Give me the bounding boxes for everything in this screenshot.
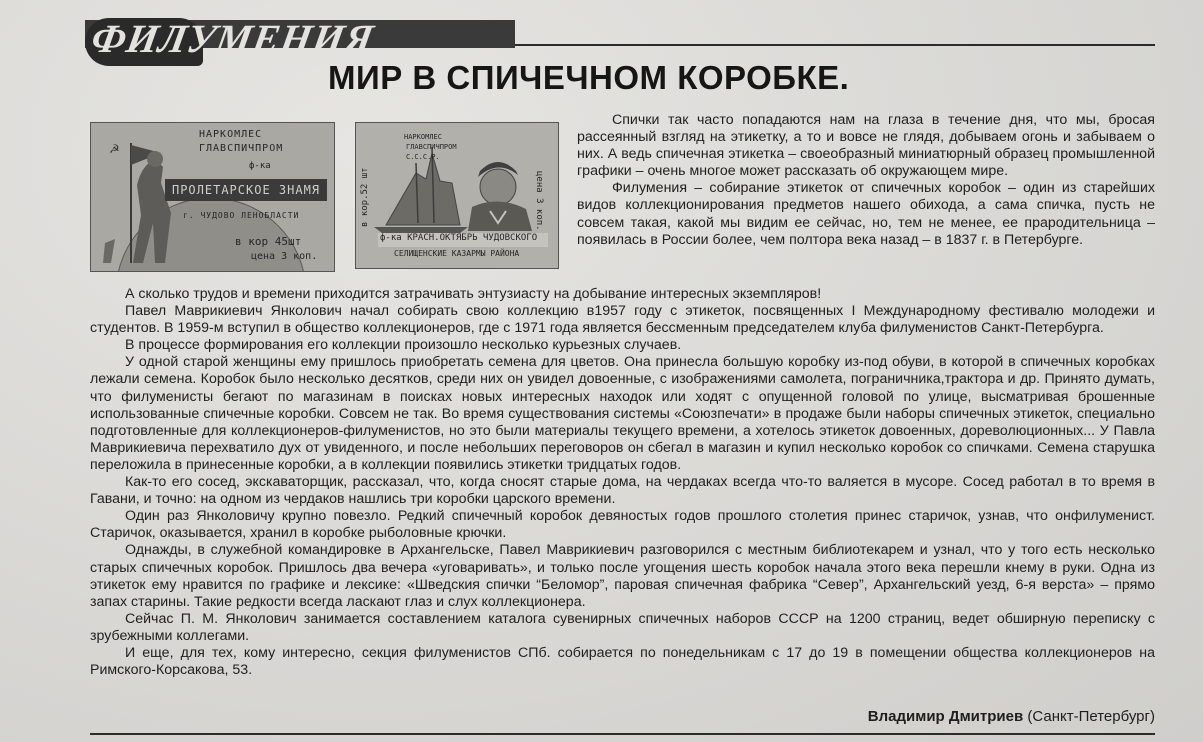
bottom-rule — [90, 733, 1155, 735]
label-right-line5: СЕЛИЩЕНСКИЕ КАЗАРМЫ РАЙОНА — [394, 249, 520, 258]
author-city: (Санкт-Петербург) — [1027, 708, 1155, 725]
intro-paragraph: Спички так часто попадаются нам на глаза в течение дня, что мы, бросая рассеянный взгляд на этикетку, а то и вовсе не глядя, добываем огонь и забываем о них. А ведь спичечная этикетка – своеобразный миниатюрный образец промышленной графики – очень многое может рассказать об окружающем мире. — [577, 112, 1155, 180]
body-paragraph: Павел Маврикиевич Янколович начал собирать свою коллекцию в1957 году с этикеток, посвященных I Международному фестивалю молодежи и студентов. В 1959-м вступил в общество коллекционеров, где с 1971 года является бессменным председателем клуба филуменистов Санкт-Петербурга. — [90, 303, 1155, 337]
intro-paragraph: Филумения – собирание этикеток от спичечных коробок – один из старейших видов коллекционирования предметов нашего обихода, а сама спичка, пусть не совсем такая, какой мы видим ее сейчас, но, тем не менее, ее прародительница – появилась в России более, чем полтора века назад – в 1837 г. в Петербурге. — [577, 180, 1155, 248]
article-headline: МИР В СПИЧЕЧНОМ КОРОБКЕ. — [328, 59, 850, 96]
label-left-line4: г. ЧУДОВО ЛЕНОБЛАСТИ — [183, 211, 300, 220]
body-paragraph: У одной старой женщины ему пришлось приобретать семена для цветов. Она принесла большую коробку из-под обуви, в которой в спичечных коробках лежали семена. Коробок было несколько десятков, среди них он увидел довоенные, с изображениями самолета, пограничника,трактора и др. Принято думать, что филуменисты бегают по магазинам в поисках новых интересных находок или ходят с опущенной головой по улице, высматривая брошенные использованные спичечные коробки. Совсем не так. Во время существования системы «Союзпечати» в продаже были наборы спичечных этикеток, специально подготовленные для коллекционеров-филуменистов, но это были материалы текущего времени, а хотелось этикеток довоенных, дореволюционных... У Павла Маврикиевича перехватило дух от увиденного, и после небольших переговоров он сбегал в магазин и купил несколько коробок со спичками. Семена старушка переложила в принесенные коробки, а в коллекции появились этикетки тридцатых годов. — [90, 354, 1155, 473]
body-paragraph: Как-то его сосед, экскаваторщик, рассказал, что, когда сносят старые дома, на чердаках всегда что-то валяется в мусоре. Сосед работал в то время в Гавани, и точно: на одном из чердаков нашлись три коробки царского времени. — [90, 474, 1155, 508]
rubric-title: ФИЛУМЕНИЯ — [88, 16, 378, 61]
article-signature — [790, 707, 1155, 727]
label-right-line4: ф-ка КРАСН.ОКТЯБРЬ ЧУДОВСКОГО — [380, 233, 538, 243]
label-right-side-left: в кор.52 шт — [360, 167, 370, 227]
label-right-line1: НАРКОМЛЕС — [404, 133, 442, 141]
label-left-line5: в кор 45шт — [235, 235, 302, 248]
label-right-side-right: цена 3 коп. — [534, 171, 544, 231]
matchbox-label-right — [355, 122, 559, 269]
article-body — [90, 286, 1155, 679]
matchbox-label-left — [90, 122, 335, 272]
body-paragraph: В процессе формирования его коллекции произошло несколько курьезных случаев. — [125, 337, 682, 354]
body-paragraph: Однажды, в служебной командировке в Архангельске, Павел Маврикиевич разговорился с местным библиотекарем и узнал, что у того есть несколько старых спичечных коробок. Пришлось два вечера «уговаривать», и только после угощения шесть коробок начала этого века перешли кнему в руки. Одна из этикеток ему нравится по графике и лексике: «Шведския спички “Беломор”, паровая спичечная фабрика “Север”, Архангельский уезд, 6-я верста» – прямо запах старины. Такие редкости всегда ласкают глаз и слух коллекционера. — [90, 542, 1155, 610]
label-left-line6: цена 3 коп. — [251, 251, 318, 262]
body-paragraph: А сколько трудов и времени приходится затрачивать энтузиасту на добывание интересных экземпляров! — [125, 286, 822, 302]
label-left-line3: ф-ка — [249, 161, 271, 171]
label-right-line2: ГЛАВСПИЧПРОМ — [406, 143, 457, 151]
top-rule — [515, 44, 1155, 46]
svg-text:☭: ☭ — [109, 142, 120, 156]
body-paragraph: Один раз Янколовичу крупно повезло. Редкий спичечный коробок девяностых годов прошлого столетия принес старичок, узнав, что онфилуменист. Старичок, оказывается, хранил в коробке рыболовные крючки. — [90, 508, 1155, 542]
body-paragraph: И еще, для тех, кому интересно, секция филуменистов СПб. собирается по понедельникам с 17 до 19 в помещении общества коллекционеров на Римского-Корсакова, 53. — [90, 644, 1155, 679]
article-intro — [577, 112, 1155, 249]
label-right-line3: С.С.С.Р. — [406, 153, 440, 161]
label-left-line2: ГЛАВСПИЧПРОМ — [199, 143, 284, 154]
author-name: Владимир Дмитриев — [867, 708, 1024, 725]
body-paragraph: Сейчас П. М. Янколович занимается составлением каталога сувенирных спичечных наборов СССР на 1200 страниц, ведет обширную переписку с зрубежными коллегами. — [90, 610, 1155, 644]
label-left-line1: НАРКОМЛЕС — [199, 129, 263, 140]
label-left-banner: ПРОЛЕТАРСКОЕ ЗНАМЯ — [165, 179, 327, 201]
